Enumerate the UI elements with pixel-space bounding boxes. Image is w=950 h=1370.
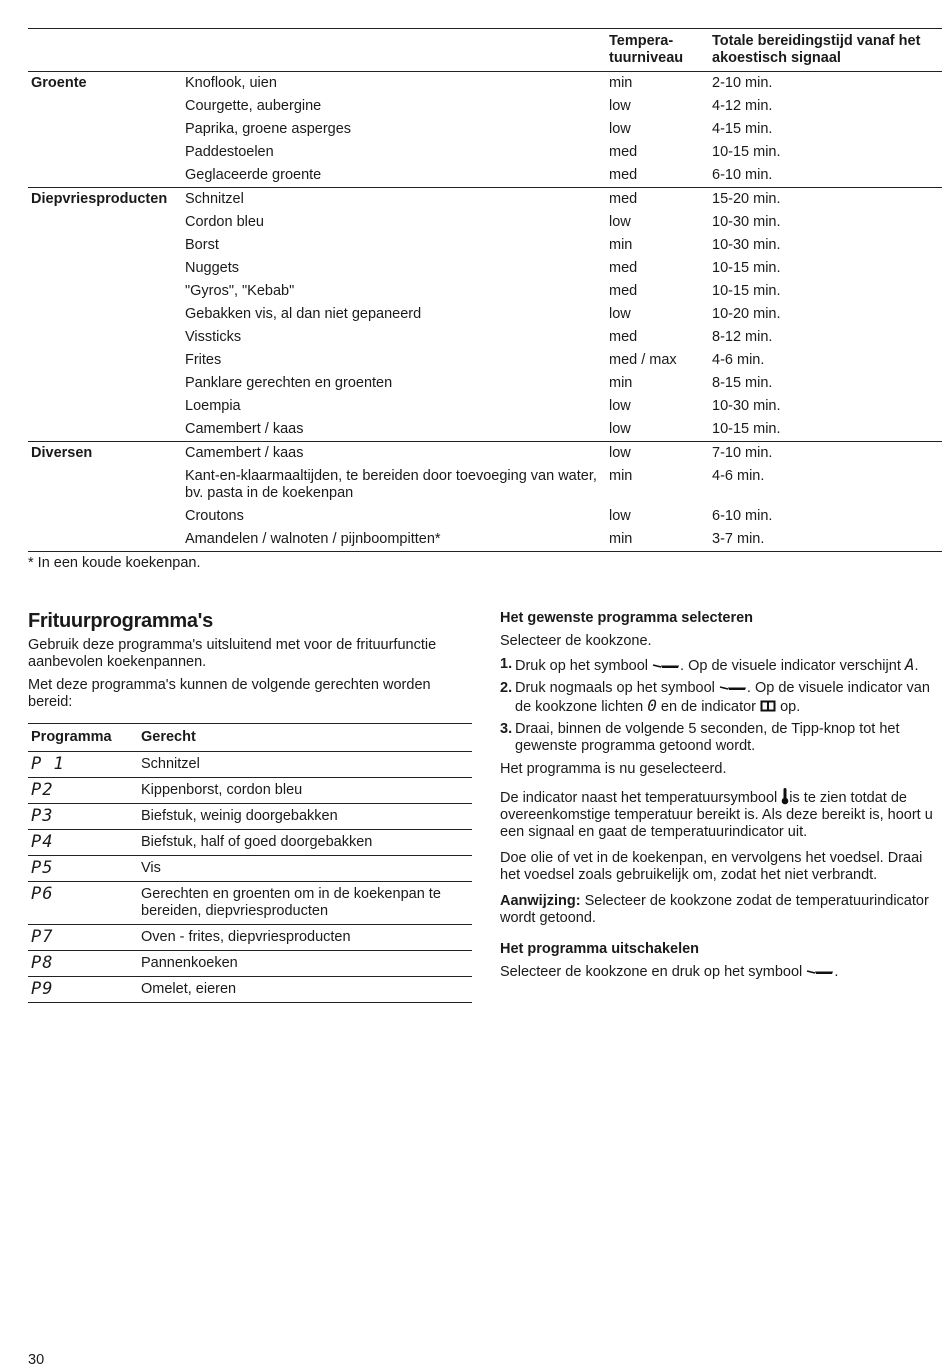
program-row xyxy=(28,778,472,804)
category-group xyxy=(28,442,942,552)
level-cell: min xyxy=(609,375,633,391)
header-time: Totale bereidingstijd vanaf het akoestisch signaal xyxy=(712,33,921,66)
category-cell xyxy=(28,418,182,442)
time-cell: 10-30 min. xyxy=(712,237,781,253)
selected-text: Het programma is nu geselecteerd. xyxy=(500,761,727,777)
program-row xyxy=(28,830,472,856)
time-cell: 8-15 min. xyxy=(712,375,773,391)
program-row xyxy=(28,977,472,1003)
item-cell: Kant-en-klaarmaaltijden, te bereiden door toevoeging van water, bv. pasta in de koekenpan xyxy=(185,468,597,501)
switch-off-text xyxy=(500,964,942,981)
level-cell: low xyxy=(609,398,631,414)
category-cell xyxy=(28,164,182,188)
program-code: P8 xyxy=(31,953,54,973)
switch-off-label: Selecteer de kookzone en druk op het symbool xyxy=(500,964,803,980)
table-row xyxy=(28,188,942,212)
category-cell xyxy=(28,234,182,257)
category-cell xyxy=(28,505,182,528)
program-row xyxy=(28,925,472,951)
program-dish: Kippenborst, cordon bleu xyxy=(141,782,303,798)
item-cell: Camembert / kaas xyxy=(185,421,304,437)
program-dish: Biefstuk, half of goed doorgebakken xyxy=(141,834,373,850)
category-cell xyxy=(28,326,182,349)
program-dish: Gerechten en groenten om in de koekenpan te bereiden, diepvriesproducten xyxy=(141,886,441,919)
category-group xyxy=(28,72,942,188)
book-icon xyxy=(760,700,776,712)
category-cell xyxy=(28,303,182,326)
table-row xyxy=(28,349,942,372)
level-cell: low xyxy=(609,98,631,114)
level-cell: low xyxy=(609,508,631,524)
program-code: P3 xyxy=(31,806,54,826)
step-text: . Op de visuele indicator verschijnt xyxy=(680,658,901,674)
item-cell: Panklare gerechten en groenten xyxy=(185,375,393,391)
level-cell: low xyxy=(609,306,631,322)
page xyxy=(28,28,942,572)
time-cell: 10-15 min. xyxy=(712,421,781,437)
display-symbol: A xyxy=(904,655,915,674)
category-group xyxy=(28,188,942,442)
time-cell: 7-10 min. xyxy=(712,445,773,461)
step-number: 3. xyxy=(500,721,513,737)
program-dish: Oven - frites, diepvriesproducten xyxy=(141,929,351,945)
program-row xyxy=(28,951,472,977)
intro-paragraph: Gebruik deze programma's uitsluitend met voor de frituurfunctie aanbevolen koekenpannen. xyxy=(28,637,437,670)
step-3 xyxy=(500,721,942,755)
category-cell xyxy=(28,257,182,280)
category-cell xyxy=(28,280,182,303)
program-code: P4 xyxy=(31,832,54,852)
program-row xyxy=(28,752,472,778)
table-row xyxy=(28,528,942,552)
footnote: * In een koude koekenpan. xyxy=(28,555,201,571)
category-cell xyxy=(28,349,182,372)
table-row xyxy=(28,418,942,442)
program-code: P6 xyxy=(31,884,54,904)
item-cell: Geglaceerde groente xyxy=(185,167,322,183)
table-row xyxy=(28,442,942,466)
level-cell: med xyxy=(609,260,638,276)
time-cell: 8-12 min. xyxy=(712,329,773,345)
program-code: P7 xyxy=(31,927,54,947)
category-cell xyxy=(28,95,182,118)
time-cell: 10-20 min. xyxy=(712,306,781,322)
time-cell: 4-6 min. xyxy=(712,352,765,368)
time-cell: 4-15 min. xyxy=(712,121,773,137)
step-number: 2. xyxy=(500,680,513,696)
heading-select-program: Het gewenste programma selecteren xyxy=(500,610,754,626)
table-row xyxy=(28,465,942,505)
step-text: . Op de visuele indicator van de kookzone lichten xyxy=(515,680,930,715)
program-table xyxy=(28,723,472,1003)
step-text: op. xyxy=(780,699,801,715)
select-zone-text: Selecteer de kookzone. xyxy=(500,633,652,649)
level-cell: med xyxy=(609,191,638,207)
page-number: 30 xyxy=(28,1352,45,1368)
level-cell: med xyxy=(609,329,638,345)
oil-paragraph: Doe olie of vet in de koekenpan, en vervolgens het voedsel. Draai het voedsel zoals gebruikelijk om, zodat het niet verbrandt. xyxy=(500,850,923,883)
time-cell: 15-20 min. xyxy=(712,191,781,207)
item-cell: Vissticks xyxy=(185,329,242,345)
program-dish: Biefstuk, weinig doorgebakken xyxy=(141,808,338,824)
level-cell: min xyxy=(609,75,633,91)
program-code: P9 xyxy=(31,979,54,999)
level-cell: med xyxy=(609,144,638,160)
time-cell: 10-15 min. xyxy=(712,260,781,276)
table-row xyxy=(28,141,942,164)
program-code: P5 xyxy=(31,858,54,878)
time-cell: 2-10 min. xyxy=(712,75,773,91)
level-cell: low xyxy=(609,421,631,437)
step-text: en de indicator xyxy=(660,699,756,715)
section-title: Frituurprogramma's xyxy=(28,610,213,632)
table-row xyxy=(28,303,942,326)
table-row xyxy=(28,280,942,303)
level-cell: med / max xyxy=(609,352,677,368)
table-row xyxy=(28,372,942,395)
indicator-paragraph xyxy=(500,787,942,841)
table-row xyxy=(28,505,942,528)
category-cell: Diepvriesproducten xyxy=(31,191,168,207)
item-cell: Nuggets xyxy=(185,260,240,276)
display-symbol: 0 xyxy=(647,696,657,715)
program-dish: Omelet, eieren xyxy=(141,981,237,997)
step-text: . xyxy=(914,658,919,674)
category-cell xyxy=(28,465,182,505)
category-cell xyxy=(28,211,182,234)
table-row xyxy=(28,72,942,96)
program-dish: Vis xyxy=(141,860,161,876)
item-cell: Schnitzel xyxy=(185,191,244,207)
category-cell xyxy=(28,395,182,418)
header-item xyxy=(182,29,606,72)
item-cell: Croutons xyxy=(185,508,244,524)
level-cell: med xyxy=(609,167,638,183)
program-dish: Pannenkoeken xyxy=(141,955,238,971)
table-row xyxy=(28,326,942,349)
program-row xyxy=(28,804,472,830)
category-cell xyxy=(28,528,182,552)
cooking-table xyxy=(28,28,942,552)
time-cell: 10-30 min. xyxy=(712,214,781,230)
program-code: P 1 xyxy=(31,754,65,774)
time-cell: 10-30 min. xyxy=(712,398,781,414)
note-text: Selecteer de kookzone zodat de temperatuurindicator wordt getoond. xyxy=(500,893,929,926)
level-cell: low xyxy=(609,121,631,137)
frying-pan-icon xyxy=(652,661,680,671)
level-cell: min xyxy=(609,468,633,484)
item-cell: Paprika, groene asperges xyxy=(185,121,352,137)
indicator-text: De indicator naast het temperatuursymbool xyxy=(500,790,778,806)
table-row xyxy=(28,118,942,141)
item-cell: Borst xyxy=(185,237,219,253)
table-row xyxy=(28,95,942,118)
heading-switch-off: Het programma uitschakelen xyxy=(500,941,700,957)
level-cell: med xyxy=(609,283,638,299)
time-cell: 6-10 min. xyxy=(712,167,773,183)
category-cell xyxy=(28,118,182,141)
header-level: Tempera- tuurniveau xyxy=(609,33,684,66)
time-cell: 4-6 min. xyxy=(712,468,765,484)
item-cell: Courgette, aubergine xyxy=(185,98,322,114)
item-cell: Paddestoelen xyxy=(185,144,274,160)
header-program: Programma xyxy=(31,729,112,745)
time-cell: 3-7 min. xyxy=(712,531,765,547)
cooking-table-header xyxy=(28,29,942,72)
level-cell: min xyxy=(609,237,633,253)
program-code: P2 xyxy=(31,780,54,800)
item-cell: Camembert / kaas xyxy=(185,445,304,461)
frying-pan-icon xyxy=(719,683,747,693)
item-cell: Gebakken vis, al dan niet gepaneerd xyxy=(185,306,422,322)
table-row xyxy=(28,164,942,188)
level-cell: low xyxy=(609,214,631,230)
level-cell: min xyxy=(609,531,633,547)
category-cell xyxy=(28,372,182,395)
step-text: Druk nogmaals op het symbool xyxy=(515,680,715,696)
item-cell: Loempia xyxy=(185,398,241,414)
step-text: Draai, binnen de volgende 5 seconden, de Tipp-knop tot het gewenste programma getoond wordt. xyxy=(515,721,900,754)
table-row xyxy=(28,211,942,234)
program-dish: Schnitzel xyxy=(141,756,200,772)
category-cell: Groente xyxy=(31,75,87,91)
item-cell: Cordon bleu xyxy=(185,214,264,230)
table-row xyxy=(28,257,942,280)
table-row xyxy=(28,395,942,418)
frying-pan-icon xyxy=(806,967,834,977)
indicator-text: is te zien totdat de overeenkomstige temperatuur bereikt is. Als deze bereikt is, hoort u een signaal en gaat de temperatuurindicator uit. xyxy=(500,790,933,840)
time-cell: 4-12 min. xyxy=(712,98,773,114)
time-cell: 6-10 min. xyxy=(712,508,773,524)
note-paragraph xyxy=(500,893,942,927)
intro-paragraph-2: Met deze programma's kunnen de volgende gerechten worden bereid: xyxy=(28,677,431,710)
time-cell: 10-15 min. xyxy=(712,144,781,160)
item-cell: Knoflook, uien xyxy=(185,75,277,91)
category-cell: Diversen xyxy=(31,445,93,461)
left-column xyxy=(28,610,472,1003)
step-number: 1. xyxy=(500,656,513,672)
program-row xyxy=(28,882,472,925)
program-table-header xyxy=(28,724,472,752)
level-cell: low xyxy=(609,445,631,461)
program-row xyxy=(28,856,472,882)
header-category xyxy=(28,29,182,72)
header-dish: Gerecht xyxy=(141,729,196,745)
item-cell: Frites xyxy=(185,352,222,368)
right-column xyxy=(500,610,942,987)
step-text: Druk op het symbool xyxy=(515,658,648,674)
category-cell xyxy=(28,141,182,164)
step-1 xyxy=(500,656,942,675)
item-cell: Amandelen / walnoten / pijnboompitten* xyxy=(185,531,441,547)
table-row xyxy=(28,234,942,257)
switch-off-end: . xyxy=(834,964,839,980)
item-cell: "Gyros", "Kebab" xyxy=(185,283,295,299)
note-label: Aanwijzing: xyxy=(500,893,581,909)
step-2 xyxy=(500,680,942,716)
steps-list xyxy=(500,656,942,755)
time-cell: 10-15 min. xyxy=(712,283,781,299)
